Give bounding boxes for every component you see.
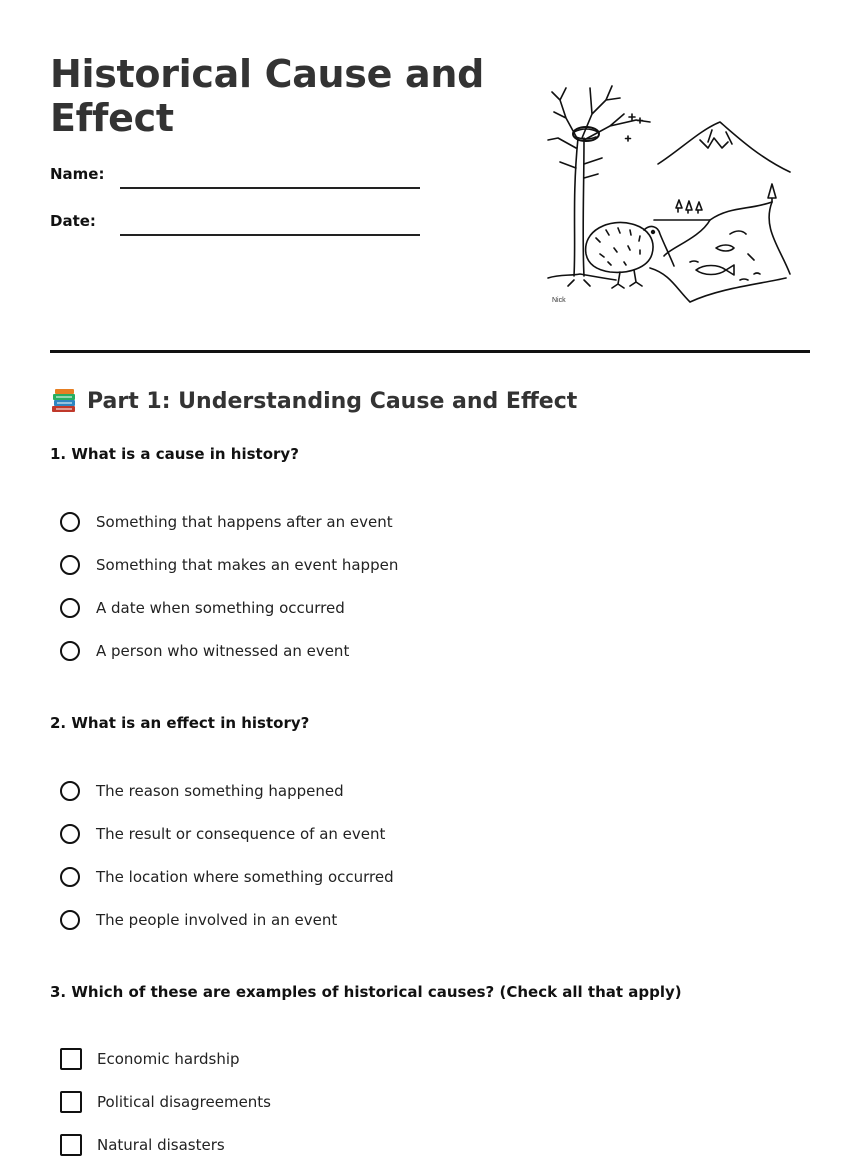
checkbox[interactable]	[60, 1134, 82, 1156]
worksheet-title: Historical Cause and Effect	[50, 52, 485, 140]
q2-option-1[interactable]	[60, 778, 344, 804]
option-label: Something that makes an event happen	[96, 556, 399, 574]
books-icon	[50, 388, 78, 414]
radio-button[interactable]	[60, 781, 80, 801]
name-label: Name:	[50, 165, 105, 183]
radio-button[interactable]	[60, 867, 80, 887]
q3-option-3[interactable]	[60, 1132, 225, 1158]
checkbox[interactable]	[60, 1091, 82, 1113]
kiwi-landscape-illustration	[540, 78, 800, 310]
q3-option-1[interactable]	[60, 1046, 240, 1072]
q2-option-4[interactable]	[60, 907, 337, 933]
option-label: The result or consequence of an event	[96, 825, 386, 843]
q2-option-2[interactable]	[60, 821, 385, 847]
option-label: The location where something occurred	[96, 868, 394, 886]
option-label: Natural disasters	[97, 1136, 225, 1154]
date-label: Date:	[50, 212, 96, 230]
radio-button[interactable]	[60, 598, 80, 618]
option-label: The reason something happened	[96, 782, 344, 800]
option-label: A date when something occurred	[96, 599, 345, 617]
part1-title: Part 1: Understanding Cause and Effect	[87, 388, 578, 414]
option-label: The people involved in an event	[96, 911, 338, 929]
q1-option-3[interactable]	[60, 595, 345, 621]
radio-button[interactable]	[60, 910, 80, 930]
question-1: 1. What is a cause in history?	[50, 445, 299, 463]
option-label: Political disagreements	[97, 1093, 272, 1111]
illustration-signature: Nick	[552, 297, 566, 304]
checkbox[interactable]	[60, 1048, 82, 1070]
question-3: 3. Which of these are examples of historical causes? (Check all that apply)	[50, 983, 682, 1001]
question-2: 2. What is an effect in history?	[50, 714, 310, 732]
radio-button[interactable]	[60, 824, 80, 844]
q1-option-2[interactable]	[60, 552, 398, 578]
option-label: Economic hardship	[97, 1050, 240, 1068]
option-label: Something that happens after an event	[96, 513, 393, 531]
option-label: A person who witnessed an event	[96, 642, 350, 660]
part1-heading	[50, 388, 577, 414]
q1-option-4[interactable]	[60, 638, 349, 664]
name-field[interactable]	[120, 187, 420, 189]
radio-button[interactable]	[60, 641, 80, 661]
q1-option-1[interactable]	[60, 509, 393, 535]
header-divider	[50, 350, 810, 353]
q2-option-3[interactable]	[60, 864, 394, 890]
radio-button[interactable]	[60, 512, 80, 532]
date-field[interactable]	[120, 234, 420, 236]
q3-option-2[interactable]	[60, 1089, 271, 1115]
radio-button[interactable]	[60, 555, 80, 575]
